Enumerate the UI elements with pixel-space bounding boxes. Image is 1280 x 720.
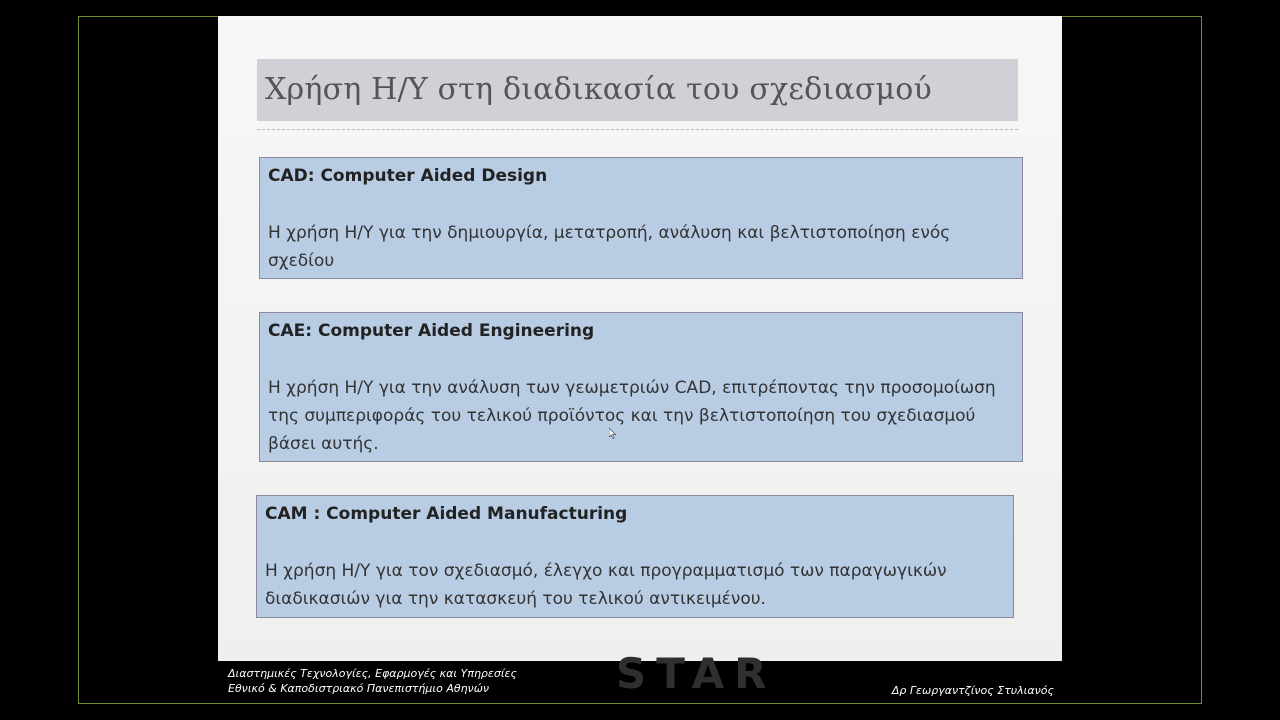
presentation-slide: [218, 16, 1062, 661]
cae-box: [259, 312, 1023, 462]
footer-course-title: Διαστημικές Τεχνολογίες, Εφαρμογές και Υπηρεσίες: [228, 667, 517, 680]
cad-box: [259, 157, 1023, 279]
cam-heading: CAM : Computer Aided Manufacturing: [265, 504, 628, 524]
cae-heading: CAE: Computer Aided Engineering: [268, 321, 595, 341]
title-divider: [257, 129, 1018, 130]
mouse-pointer-icon: [609, 428, 616, 439]
cae-description: Η χρήση Η/Υ για την ανάλυση των γεωμετριών CAD, επιτρέποντας την προσομοίωση της συμπεριφοράς του τελικού προϊόντος και την βελτιστοποίηση του σχεδιασμού βάσει αυτής.: [268, 378, 996, 454]
cad-heading: CAD: Computer Aided Design: [268, 166, 548, 186]
slide-title: Χρήση Η/Υ στη διαδικασία του σχεδιασμού: [265, 72, 932, 107]
footer-course-info: [228, 666, 517, 696]
footer-author: Δρ Γεωργαντζίνος Στυλιανός: [891, 684, 1054, 697]
cam-description: Η χρήση Η/Υ για τον σχεδιασμό, έλεγχο και προγραμματισμό των παραγωγικών διαδικασιών για την κατασκευή του τελικού αντικειμένου.: [265, 561, 947, 609]
footer-university: Εθνικό & Καποδιστριακό Πανεπιστήμιο Αθηνών: [228, 682, 490, 695]
cam-box: [256, 495, 1014, 618]
star-logo: STAR: [616, 649, 777, 698]
slide-title-bar: [257, 59, 1018, 121]
cad-description: Η χρήση Η/Υ για την δημιουργία, μετατροπή, ανάλυση και βελτιστοποίηση ενός σχεδίου: [268, 223, 951, 271]
